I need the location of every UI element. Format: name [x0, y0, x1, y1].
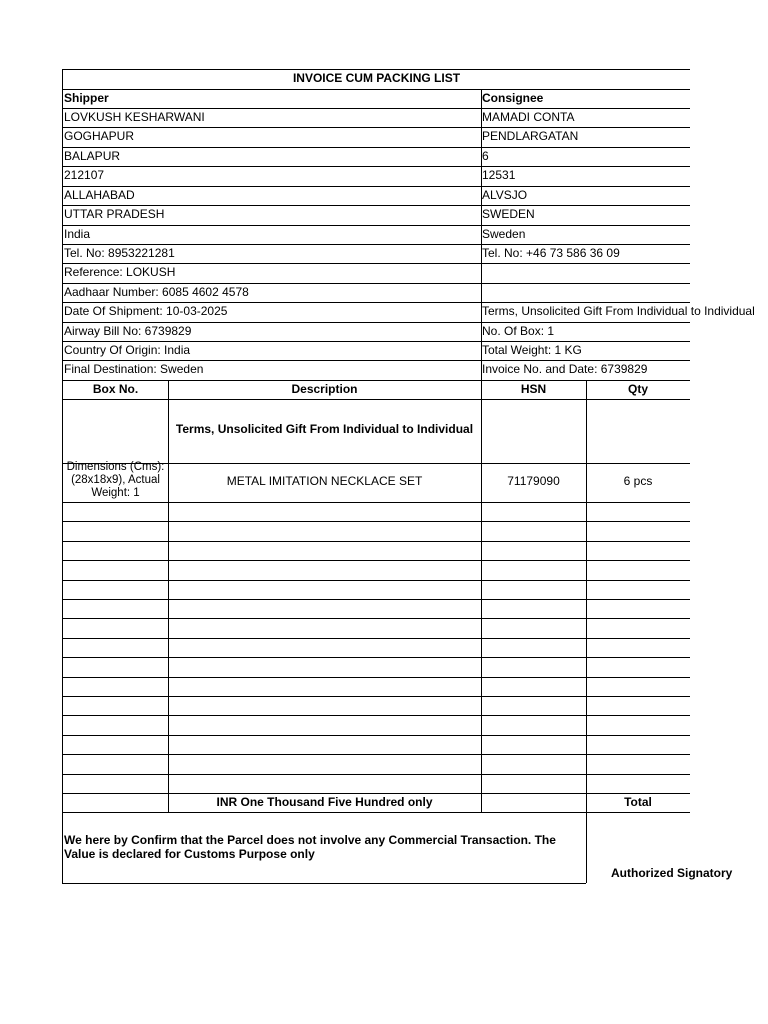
amount-in-words: INR One Thousand Five Hundred only [216, 795, 433, 809]
shipment-date: Date Of Shipment: 10-03-2025 [64, 304, 228, 318]
grid-line [62, 618, 690, 619]
item-description: METAL IMITATION NECKLACE SET [226, 474, 423, 488]
consignee-city: ALVSJO [482, 188, 528, 202]
shipper-name: LOVKUSH KESHARWANI [64, 110, 205, 124]
consignee-address-2: 6 [482, 149, 489, 163]
declaration-text: We here by Confirm that the Parcel does not involve any Commercial Transaction. The Value is declared for Customs Purpose only [64, 833, 556, 861]
consignee-country: Sweden [482, 227, 526, 241]
grid-line [62, 774, 690, 775]
item-box-info: Dimensions (Cms): (28x18x9), Actual Weight: 1 [66, 461, 165, 499]
box-count: No. Of Box: 1 [482, 324, 555, 338]
country-of-origin: Country Of Origin: India [64, 343, 191, 357]
aadhaar-number: Aadhaar Number: 6085 4602 4578 [64, 285, 249, 299]
grid-line [62, 735, 690, 736]
consignee-address-1: PENDLARGATAN [482, 129, 579, 143]
grid-line [62, 715, 690, 716]
terms-row-description: Terms, Unsolicited Gift From Individual to Individual [175, 422, 474, 436]
grid-line [62, 599, 690, 600]
col-header-box: Box No. [92, 382, 139, 396]
terms-text: Terms, Unsolicited Gift From Individual to Individual [482, 304, 755, 318]
grid-line [62, 560, 690, 561]
grid-line [62, 521, 690, 522]
shipper-address-1: GOGHAPUR [64, 129, 135, 143]
final-destination: Final Destination: Sweden [64, 362, 204, 376]
grid-line [62, 677, 690, 678]
airway-bill: Airway Bill No: 6739829 [64, 324, 192, 338]
grid-line [62, 657, 690, 658]
grid-line [62, 812, 690, 813]
col-header-qty: Qty [627, 382, 648, 396]
shipper-address-2: BALAPUR [64, 149, 121, 163]
consignee-postcode: 12531 [482, 168, 516, 182]
grid-line [62, 638, 690, 639]
consignee-heading: Consignee [482, 91, 544, 105]
total-label: Total [624, 795, 652, 809]
grid-line [62, 754, 690, 755]
total-weight: Total Weight: 1 KG [482, 343, 582, 357]
consignee-phone: Tel. No: +46 73 586 36 09 [482, 246, 620, 260]
shipper-heading: Shipper [64, 91, 109, 105]
grid-line [481, 380, 482, 812]
grid-line [62, 502, 690, 503]
invoice-title: INVOICE CUM PACKING LIST [292, 71, 461, 85]
shipper-phone: Tel. No: 8953221281 [64, 246, 175, 260]
shipper-country: India [64, 227, 91, 241]
shipper-city: ALLAHABAD [64, 188, 135, 202]
consignee-name: MAMADI CONTA [482, 110, 575, 124]
col-header-description: Description [291, 382, 358, 396]
grid-line [62, 883, 586, 884]
authorized-signatory: Authorized Signatory [611, 866, 733, 880]
grid-line [62, 580, 690, 581]
grid-line [168, 380, 169, 812]
grid-line [62, 541, 690, 542]
reference: Reference: LOKUSH [64, 265, 176, 279]
shipper-state: UTTAR PRADESH [64, 207, 165, 221]
invoice-number: Invoice No. and Date: 6739829 [482, 362, 648, 376]
col-header-hsn: HSN [520, 382, 547, 396]
item-qty: 6 pcs [623, 474, 653, 488]
consignee-state: SWEDEN [482, 207, 535, 221]
grid-line [62, 696, 690, 697]
item-hsn: 71179090 [507, 474, 560, 488]
shipper-postcode: 212107 [64, 168, 105, 182]
grid-line [62, 399, 690, 400]
